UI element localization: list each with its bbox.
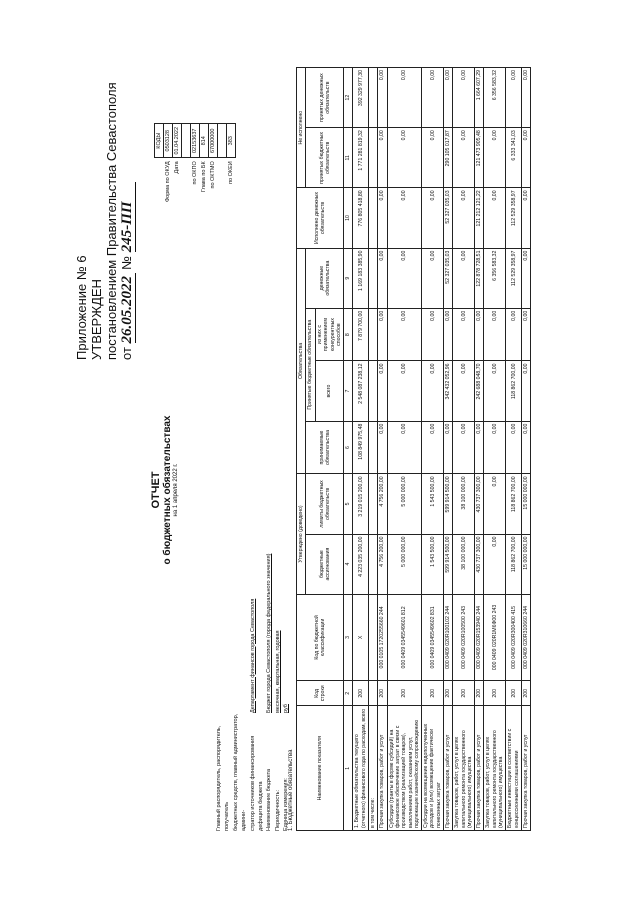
amount-cell: 0,00 — [387, 68, 421, 128]
amount-cell: 15 000 000,00 — [521, 474, 530, 534]
amount-cell: 108 849 975,48 — [353, 421, 369, 474]
amount-cell: 0,00 — [422, 68, 444, 128]
report-title — [150, 325, 179, 655]
col-header-accepted-ob: принимаемые обязательства — [306, 421, 344, 474]
amount-cell: 0,00 — [521, 248, 530, 308]
amount-cell: 1 543 500,00 — [422, 534, 444, 594]
amount-cell — [369, 534, 378, 594]
amount-cell: 118 862 700,00 — [506, 361, 522, 421]
col-header-obligations: Обязательства — [297, 248, 306, 474]
code-value — [182, 124, 191, 158]
budget-class-code: 000 0409 020R100500 243 — [453, 594, 475, 681]
table-row — [453, 68, 475, 831]
indicator-name: Закупка товаров, работ, услуг в целях капитального ремонта государственного (муниципального) имущества — [484, 706, 506, 831]
col-index: 5 — [344, 474, 353, 534]
line-code: 200 — [506, 681, 522, 706]
amount-cell: 0,00 — [521, 421, 530, 474]
report-title-main: ОТЧЕТ — [150, 471, 162, 509]
line-code: 200 — [387, 681, 421, 706]
table-row — [353, 68, 369, 831]
line-code: 200 — [444, 681, 453, 706]
budget-class-code: 000 0409 020R300400 415 — [506, 594, 522, 681]
amount-cell — [369, 188, 378, 248]
amount-cell: 342 432 052,96 — [444, 361, 453, 421]
amount-cell — [369, 421, 378, 474]
amount-cell: 0,00 — [506, 68, 522, 128]
meta-row — [249, 554, 266, 831]
amount-cell: 0,00 — [378, 248, 387, 308]
amount-cell: 0,00 — [387, 421, 421, 474]
line-code: 200 — [422, 681, 444, 706]
report-date: на 1 апреля 2022 г. — [173, 463, 179, 517]
budget-class-code: 000 0409 020R1М6Ф00 243 — [484, 594, 506, 681]
amount-cell: 0,00 — [506, 421, 522, 474]
code-label: Глава по БК — [201, 161, 207, 193]
col-header-line: Код строки — [297, 681, 344, 706]
amount-cell: 0,00 — [484, 361, 506, 421]
amount-cell: 1 543 500,00 — [422, 474, 444, 534]
amount-cell: 38 100 000,00 — [453, 534, 475, 594]
amount-cell: 430 737 300,00 — [475, 474, 484, 534]
codes-header: КОДЫ — [155, 124, 164, 158]
amount-cell: 121 473 905,48 — [475, 128, 484, 188]
col-header-ne-budget: принятых бюджетных обязательств — [306, 128, 344, 188]
approved-label: УТВЕРЖДЕН — [89, 279, 104, 360]
code-label: по ОКТМО — [210, 161, 216, 189]
date-prefix: от — [119, 347, 134, 360]
codes-box — [154, 123, 236, 205]
amount-cell: 0,00 — [422, 308, 444, 361]
code-label — [218, 158, 227, 205]
meta-key: Наименование бюджета — [266, 768, 273, 831]
budget-class-code: 000 0409 020R100102 244 — [444, 594, 453, 681]
amount-cell: 0,00 — [378, 188, 387, 248]
amount-cell: 0,00 — [387, 188, 421, 248]
amount-cell: 112 529 358,97 — [506, 248, 522, 308]
approval-date: 26.05.2022 — [120, 273, 136, 343]
amount-cell: 392 329 977,30 — [353, 68, 369, 128]
meta-value: руб — [283, 704, 290, 713]
indicator-name: Субсидии (гранты в форме субсидий) на финансовое обеспечение затрат в связи с производством (реализацией товаров), выполнением работ, оказанием услуг, подлежащие казначейскому сопровождению — [387, 706, 421, 831]
amount-cell: 0,00 — [484, 128, 506, 188]
meta-key: Периодичность: — [274, 790, 281, 831]
amount-cell: 7 879 700,00 — [353, 308, 369, 361]
budget-class-code: 000 0409 0345549602 831 — [422, 594, 444, 681]
line-code: 200 — [484, 681, 506, 706]
amount-cell: 1 664 607,29 — [475, 68, 484, 128]
table-row — [378, 68, 387, 831]
amount-cell: 0,00 — [387, 308, 421, 361]
meta-row — [274, 554, 282, 831]
code-value: 814 — [200, 124, 209, 158]
table-row — [369, 68, 378, 831]
amount-cell: 6 356 583,32 — [484, 248, 506, 308]
col-header-assignments: бюджетные ассигнования — [306, 534, 344, 594]
amount-cell: 0,00 — [422, 188, 444, 248]
amount-cell: 0,00 — [453, 421, 475, 474]
report-meta — [215, 554, 291, 831]
meta-value: Бюджет города Севастополя (города федерального значения) — [266, 553, 273, 713]
line-code: 200 — [521, 681, 530, 706]
col-index: 8 — [344, 308, 353, 361]
table-row — [506, 68, 522, 831]
amount-cell: 0,00 — [422, 361, 444, 421]
amount-cell — [369, 128, 378, 188]
amount-cell: 0,00 — [521, 128, 530, 188]
amount-cell: 0,00 — [422, 128, 444, 188]
meta-key: стратор источников финансирования дефицита бюджета — [249, 735, 265, 831]
amount-cell: 0,00 — [444, 68, 453, 128]
table-row — [475, 68, 484, 831]
obligations-table — [296, 67, 531, 831]
amount-cell: 0,00 — [378, 68, 387, 128]
number-prefix: № — [119, 255, 134, 270]
indicator-name: Прочая закупка товаров, работ и услуг — [444, 706, 453, 831]
amount-cell: 0,00 — [387, 248, 421, 308]
col-index: 3 — [344, 594, 353, 681]
col-index: 1 — [344, 706, 353, 831]
amount-cell — [369, 474, 378, 534]
amount-cell: 118 862 700,00 — [506, 474, 522, 534]
approval-number: 245-ПП — [120, 182, 136, 252]
code-label: Форма по ОКУД — [165, 161, 171, 202]
col-header-name: Наименование показателя — [297, 706, 344, 831]
amount-cell: 5 000 000,00 — [387, 474, 421, 534]
code-label: по ОКЕИ — [228, 161, 234, 184]
amount-cell: 3 219 015 200,00 — [353, 474, 369, 534]
indicator-name: Субсидии на возмещение недополученных доходов и (или) возмещение фактически понесенных затрат — [422, 706, 444, 831]
approval-stamp — [74, 82, 136, 360]
indicator-name: Прочая закупка товаров, работ и услуг — [475, 706, 484, 831]
table-row — [387, 68, 421, 831]
col-index: 10 — [344, 188, 353, 248]
amount-cell: 1 169 183 385,90 — [353, 248, 369, 308]
budget-class-code: 000 0409 020R153940 244 — [475, 594, 484, 681]
indicator-name: 1. Бюджетные обязательства текущего (отчетного) финансового года по расходам, всего — [353, 706, 369, 831]
amount-cell: 0,00 — [378, 361, 387, 421]
amount-cell: 0,00 — [475, 308, 484, 361]
col-header-executed: Исполнено денежных обязательств — [297, 188, 344, 248]
amount-cell: 122 878 728,51 — [475, 248, 484, 308]
amount-cell: 52 327 035,03 — [444, 188, 453, 248]
amount-cell: 0,00 — [475, 421, 484, 474]
amount-cell: 0,00 — [444, 421, 453, 474]
amount-cell: 4 223 035 200,00 — [353, 534, 369, 594]
amount-cell: 52 327 035,03 — [444, 248, 453, 308]
table-body — [353, 68, 531, 831]
table-row — [484, 68, 506, 831]
meta-key: бюджетных средств, главный администратор, админи- — [232, 713, 248, 831]
amount-cell: 0,00 — [453, 68, 475, 128]
amount-cell: 0,00 — [387, 361, 421, 421]
line-code: 200 — [475, 681, 484, 706]
amount-cell: 0,00 — [444, 308, 453, 361]
amount-cell: 776 805 418,80 — [353, 188, 369, 248]
amount-cell: 290 105 017,87 — [444, 128, 453, 188]
meta-row — [232, 554, 249, 831]
amount-cell: 0,00 — [453, 248, 475, 308]
section-title: 1. Бюджетные обязательства — [288, 749, 294, 831]
meta-key: Единица измерения: — [283, 778, 290, 831]
code-value — [218, 124, 227, 158]
amount-cell — [369, 308, 378, 361]
approval-date-line — [119, 82, 136, 360]
amount-cell: 0,00 — [484, 308, 506, 361]
report-title-sub: о бюджетных обязательствах — [162, 415, 173, 565]
col-header-not-executed: Не исполнено — [297, 68, 306, 188]
col-index: 9 — [344, 248, 353, 308]
line-code: 200 — [453, 681, 475, 706]
amount-cell: 0,00 — [521, 68, 530, 128]
indicator-name: Прочая закупка товаров, работ и услуг — [378, 706, 387, 831]
col-index: 2 — [344, 681, 353, 706]
amount-cell: 15 000 000,00 — [521, 534, 530, 594]
amount-cell: 0,00 — [378, 308, 387, 361]
col-header-approved: Утверждено (доведено) — [297, 474, 306, 594]
code-label: по ОКПО — [192, 161, 198, 185]
meta-key: Главный распорядитель, распорядитель, получатель — [216, 725, 231, 831]
code-value: 383 — [227, 124, 236, 158]
amount-cell: 0,00 — [506, 308, 522, 361]
code-value: 67000000 — [209, 124, 218, 158]
amount-cell: 0,00 — [422, 421, 444, 474]
budget-class-code: 000 0409 020R310660 244 — [521, 594, 530, 681]
table-row — [521, 68, 530, 831]
amount-cell: 0,00 — [453, 361, 475, 421]
amount-cell: 4 756 200,00 — [378, 534, 387, 594]
meta-value: Департамент финансов города Севастополя — [249, 598, 256, 713]
amount-cell: 1 771 281 819,32 — [353, 128, 369, 188]
amount-cell — [369, 68, 378, 128]
amount-cell: 599 914 500,00 — [444, 534, 453, 594]
table-row — [444, 68, 453, 831]
amount-cell — [369, 361, 378, 421]
col-index: 7 — [344, 361, 353, 421]
amount-cell: 0,00 — [378, 421, 387, 474]
amount-cell: 118 862 700,00 — [506, 534, 522, 594]
line-code — [369, 681, 378, 706]
amount-cell: 0,00 — [484, 474, 506, 534]
col-header-total: всего — [315, 361, 344, 421]
amount-cell: 0,00 — [378, 128, 387, 188]
appendix-number: Приложение № 6 — [74, 255, 89, 360]
amount-cell: 2 548 087 238,12 — [353, 361, 369, 421]
budget-class-code: X — [353, 594, 369, 681]
indicator-name: Закупка товаров, работ, услуг в целях капитального ремонта государственного (муниципального) имущества — [453, 706, 475, 831]
amount-cell: 0,00 — [387, 128, 421, 188]
col-header-limits: лимиты бюджетных обязательств — [306, 474, 344, 534]
col-header-accepted-budget: Принятые бюджетные обязательства — [306, 308, 315, 421]
col-header-competitive: из них с применением конкурентных способов — [315, 308, 344, 361]
column-index-row — [344, 68, 353, 831]
amount-cell: 0,00 — [453, 128, 475, 188]
code-label — [182, 158, 191, 205]
amount-cell: 0,00 — [521, 188, 530, 248]
amount-cell: 430 737 300,00 — [475, 534, 484, 594]
col-header-monetary: денежные обязательства — [306, 248, 344, 308]
amount-cell: 0,00 — [521, 361, 530, 421]
col-header-code: Код по бюджетной классификации — [297, 594, 344, 681]
indicator-name: Бюджетные инвестиции в соответствии с концессионными соглашениями — [506, 706, 522, 831]
amount-cell: 242 688 048,70 — [475, 361, 484, 421]
line-code: 200 — [378, 681, 387, 706]
meta-row — [215, 554, 232, 831]
line-code: 200 — [353, 681, 369, 706]
amount-cell: 38 100 000,00 — [453, 474, 475, 534]
amount-cell: 0,00 — [484, 188, 506, 248]
budget-class-code: 000 0105 1720255660 244 — [378, 594, 387, 681]
code-value: 0503128 — [164, 124, 173, 158]
budget-class-code: 000 0409 0345549601 812 — [387, 594, 421, 681]
indicator-name: в том числе: — [369, 706, 378, 831]
amount-cell: 0,00 — [484, 534, 506, 594]
meta-value: месячная, квартальная, годовая — [274, 630, 281, 713]
amount-cell: 0,00 — [484, 421, 506, 474]
report-page — [0, 45, 600, 905]
amount-cell: 4 756 200,00 — [378, 474, 387, 534]
amount-cell: 112 529 358,97 — [506, 188, 522, 248]
amount-cell: 0,00 — [453, 308, 475, 361]
indicator-name: Прочая закупка товаров, работ и услуг — [521, 706, 530, 831]
approved-by: постановлением Правительства Севастополя — [104, 82, 119, 360]
meta-row — [265, 554, 273, 831]
col-index: 11 — [344, 128, 353, 188]
amount-cell: 599 914 500,00 — [444, 474, 453, 534]
amount-cell — [369, 248, 378, 308]
amount-cell: 6 333 341,03 — [506, 128, 522, 188]
budget-class-code — [369, 594, 378, 681]
col-header-ne-monetary: принятых денежных обязательств — [306, 68, 344, 128]
amount-cell: 6 356 583,32 — [484, 68, 506, 128]
amount-cell: 0,00 — [453, 188, 475, 248]
amount-cell: 0,00 — [422, 248, 444, 308]
amount-cell: 121 212 121,22 — [475, 188, 484, 248]
code-label: Дата — [174, 161, 180, 174]
code-value: 02153637 — [191, 124, 200, 158]
code-value: 01.04.2022 — [173, 124, 182, 158]
amount-cell: 5 000 000,00 — [387, 534, 421, 594]
table-row — [422, 68, 444, 831]
col-index: 4 — [344, 534, 353, 594]
col-index: 12 — [344, 68, 353, 128]
amount-cell: 0,00 — [521, 308, 530, 361]
col-index: 6 — [344, 421, 353, 474]
